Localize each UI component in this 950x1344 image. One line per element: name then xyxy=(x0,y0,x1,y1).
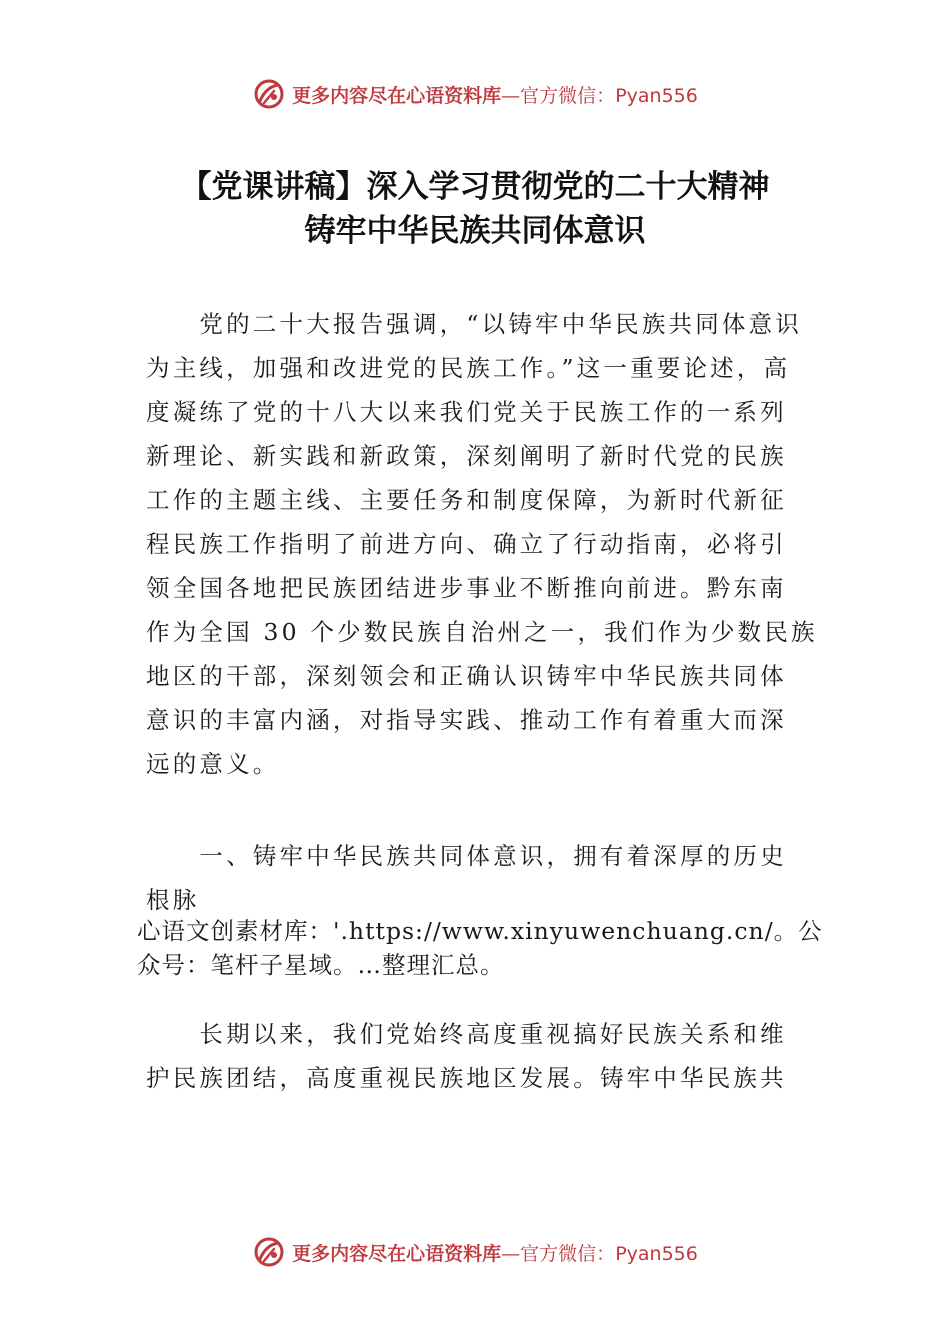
banner-wechat-label: 官方微信： xyxy=(520,1242,616,1265)
text-line: 作为全国 30 个少数民族自治州之一，我们作为少数民族 xyxy=(146,618,818,646)
banner-wechat-id: Pyan556 xyxy=(615,1242,698,1265)
banner-separator: — xyxy=(501,84,521,107)
banner-separator: — xyxy=(501,1242,521,1265)
banner-text xyxy=(292,1239,698,1266)
banner-main-text: 更多内容尽在心语资料库 xyxy=(292,84,502,107)
text-line: 护民族团结，高度重视民族地区发展。铸牢中华民族共 xyxy=(146,1064,787,1092)
brand-logo-icon xyxy=(252,77,286,111)
text-line: 度凝练了党的十八大以来我们党关于民族工作的一系列 xyxy=(146,398,787,426)
banner-wechat-id: Pyan556 xyxy=(615,84,698,107)
section-heading-1 xyxy=(146,834,806,922)
title-line-2: 铸牢中华民族共同体意识 xyxy=(304,213,646,249)
text-line: 远的意义。 xyxy=(146,750,280,778)
heading-line: 一、铸牢中华民族共同体意识，拥有着深厚的历史 xyxy=(146,842,787,870)
top-watermark-banner xyxy=(0,74,950,114)
banner-main-text: 更多内容尽在心语资料库 xyxy=(292,1242,502,1265)
paragraph-intro xyxy=(146,302,818,786)
heading-line: 根脉 xyxy=(146,886,200,914)
paragraph-body-2 xyxy=(146,1012,806,1100)
text-line: 长期以来，我们党始终高度重视搞好民族关系和维 xyxy=(146,1020,787,1048)
text-line: 党的二十大报告强调，“以铸牢中华民族共同体意识 xyxy=(146,310,803,338)
text-line: 领全国各地把民族团结进步事业不断推向前进。黔东南 xyxy=(146,574,787,602)
text-line: 意识的丰富内涵，对指导实践、推动工作有着重大而深 xyxy=(146,706,787,734)
source-line: 心语文创素材库：'.https://www.xinyuwenchuang.cn/。公 xyxy=(137,917,823,945)
text-line: 地区的干部，深刻领会和正确认识铸牢中华民族共同体 xyxy=(146,662,787,690)
source-note xyxy=(137,914,857,982)
text-line: 新理论、新实践和新政策，深刻阐明了新时代党的民族 xyxy=(146,442,787,470)
text-line: 程民族工作指明了前进方向、确立了行动指南，必将引 xyxy=(146,530,787,558)
text-line: 工作的主题主线、主要任务和制度保障，为新时代新征 xyxy=(146,486,787,514)
brand-logo-icon xyxy=(252,1235,286,1269)
banner-wechat-label: 官方微信： xyxy=(520,84,616,107)
text-line: 为主线，加强和改进党的民族工作。”这一重要论述，高 xyxy=(146,354,791,382)
document-title xyxy=(0,165,950,253)
title-line-1: 【党课讲稿】深入学习贯彻党的二十大精神 xyxy=(180,169,770,205)
source-line: 众号：笔杆子星域。…整理汇总。 xyxy=(137,951,505,979)
banner-text xyxy=(292,81,698,108)
bottom-watermark-banner xyxy=(0,1232,950,1272)
